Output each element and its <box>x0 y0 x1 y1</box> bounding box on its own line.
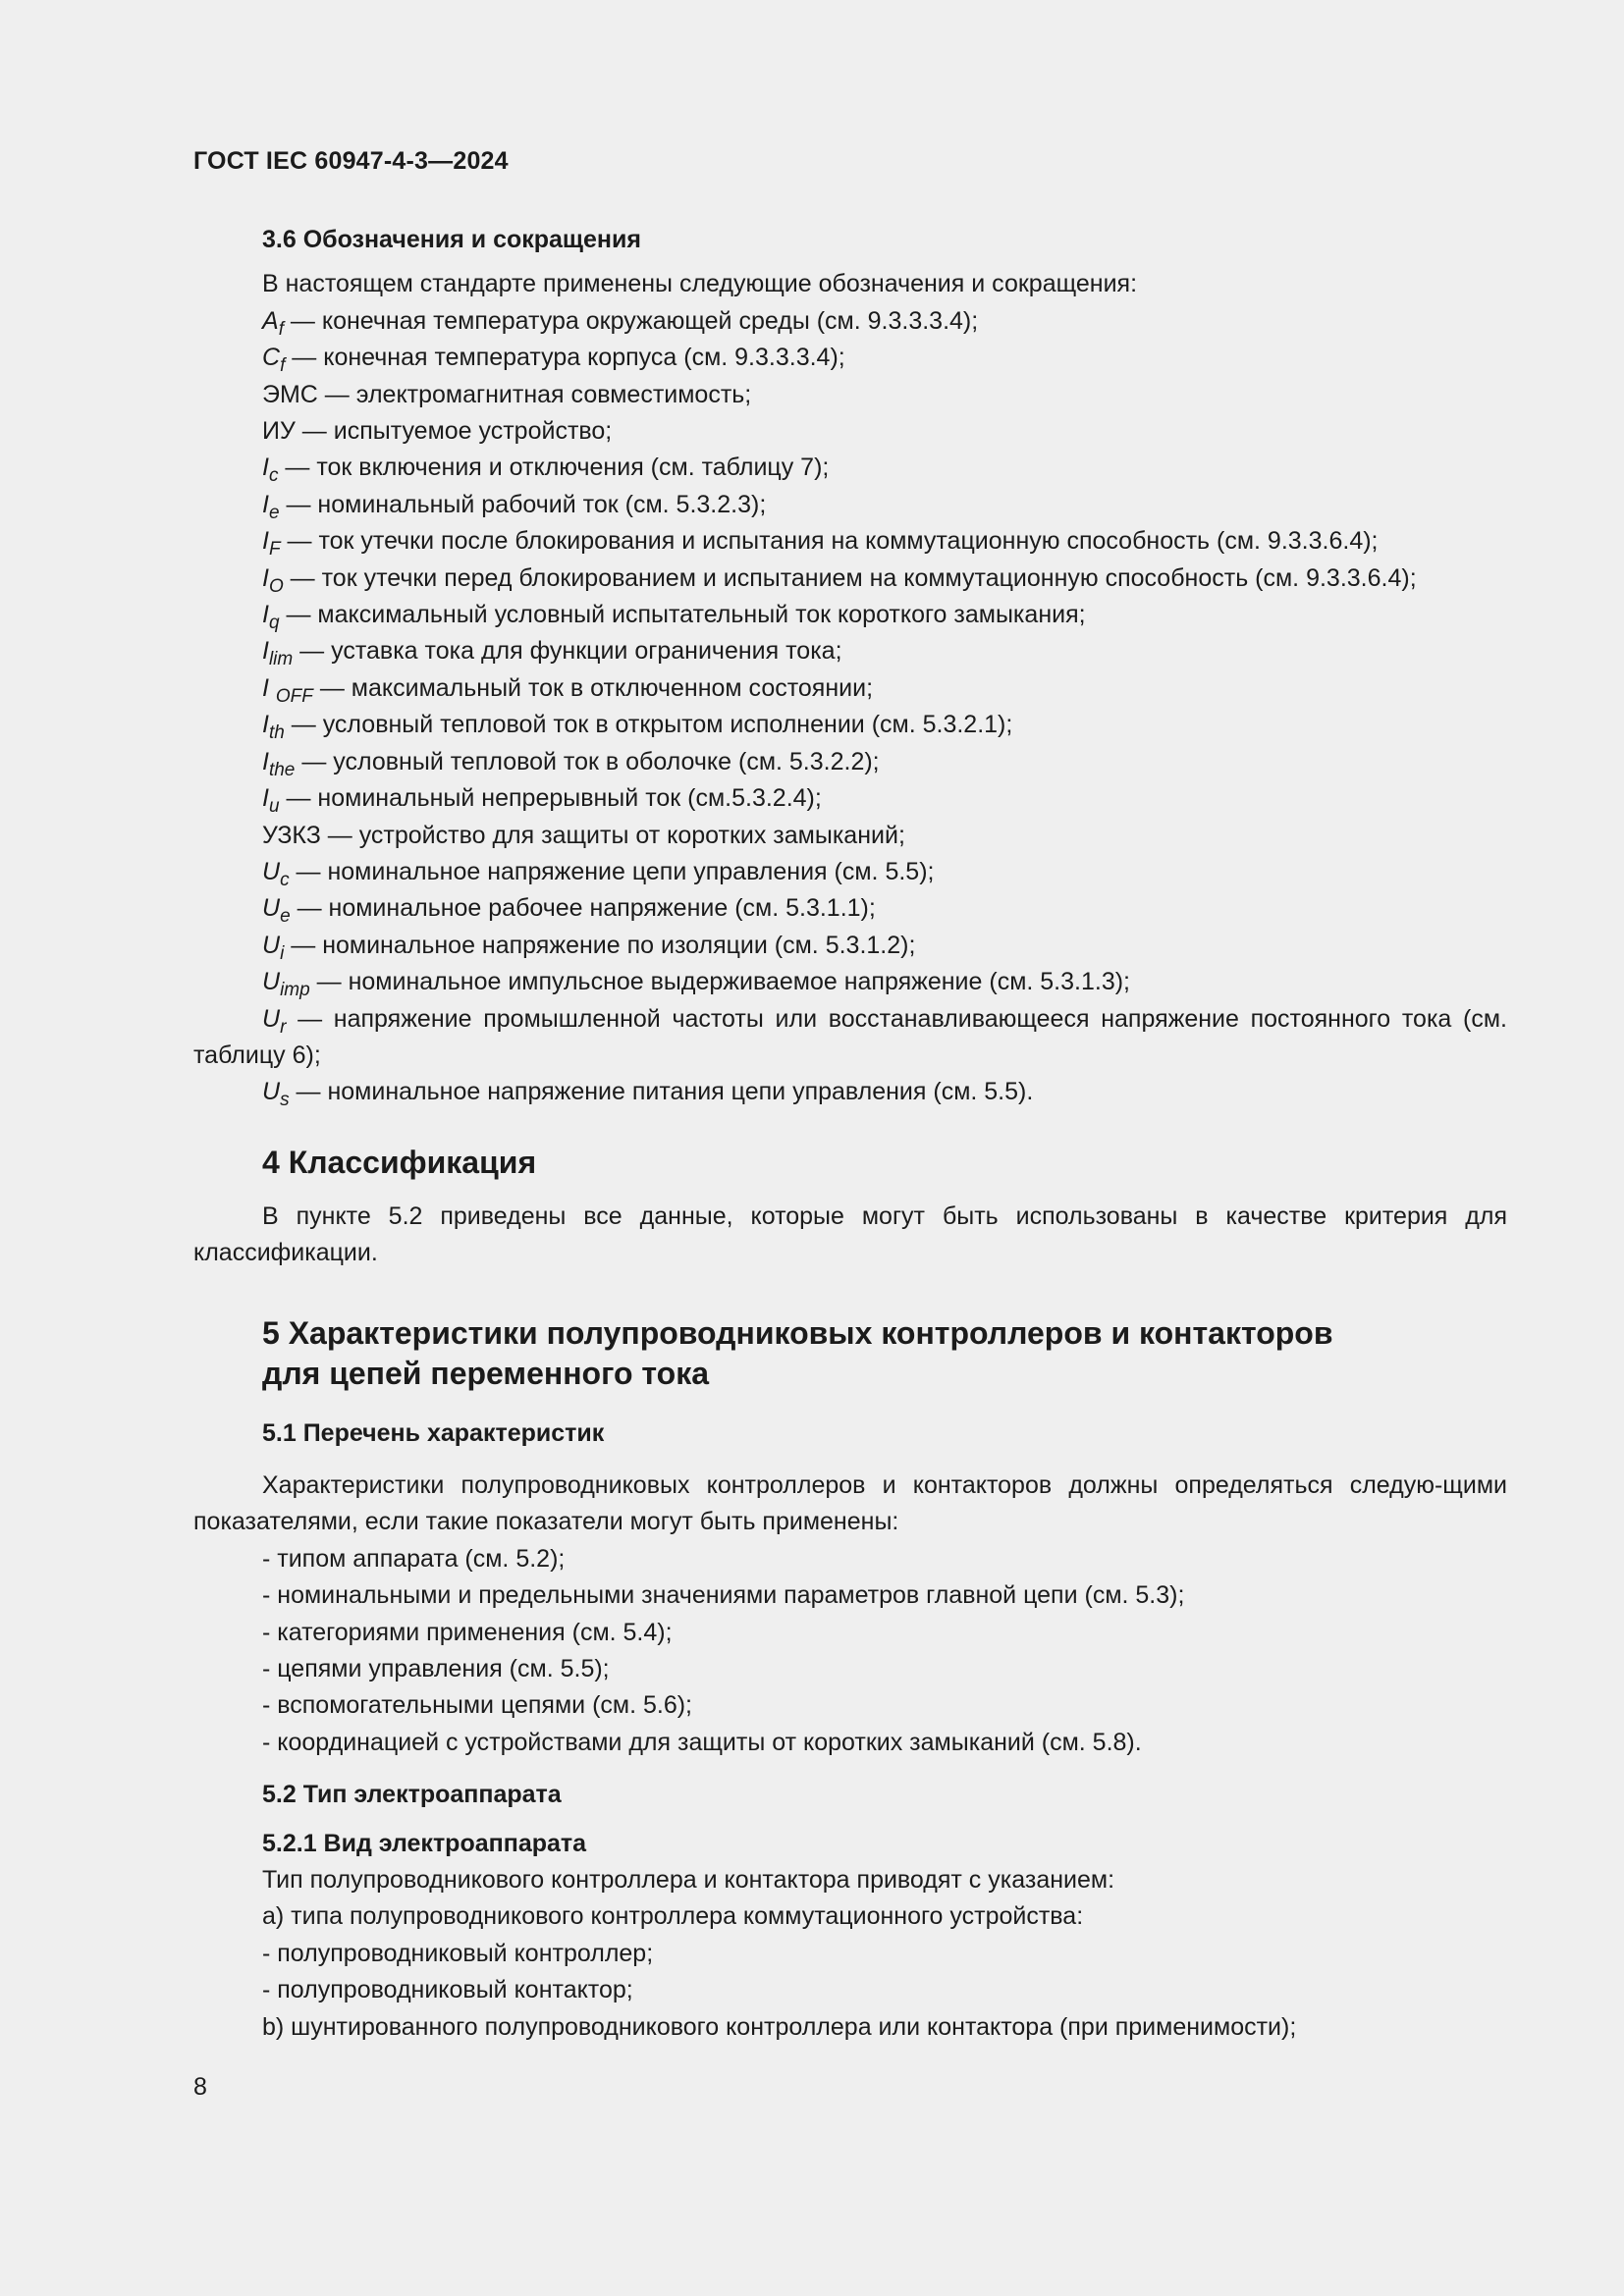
body-line: - полупроводниковый контроллер; <box>262 1939 654 1967</box>
abbreviation-item: $I_u$ — номинальный непрерывный ток (см.5.3.2.4); <box>262 784 822 818</box>
symbol: $I_u$ <box>262 784 280 818</box>
symbol: $U_e$ <box>262 894 291 928</box>
symbol: $U_{imp}$ <box>262 968 310 1001</box>
section-5-2-1-heading: 5.2.1 Вид электроаппарата <box>262 1829 587 1857</box>
list-item: - координацией с устройствами для защиты от коротких замыканий (см. 5.8). <box>262 1728 1142 1756</box>
document-header: ГОСТ IEC 60947-4-3—2024 <box>193 147 509 175</box>
abbreviation-item: $I_q$ — максимальный условный испытательный ток короткого замыкания; <box>262 601 1086 634</box>
section-5-2-1-body <box>193 1862 1507 2046</box>
abbreviation-item: $I_F$ — ток утечки после блокирования и испытания на коммутационную способность (см. 9.3.3.6.4); <box>262 527 1379 561</box>
list-item: - вспомогательными цепями (см. 5.6); <box>262 1691 693 1720</box>
symbol: $A_f$ <box>262 306 284 340</box>
body-line: Тип полупроводникового контроллера и контактора приводят с указанием: <box>262 1866 1115 1895</box>
section-5-heading <box>193 1313 1507 1394</box>
section-5-1-text: Характеристики полупроводниковых контроллеров и контакторов должны определяться следую-щими показателями, если такие показатели могут быть применены: <box>193 1470 1507 1536</box>
symbol: I $_{OFF}$ <box>262 673 313 707</box>
abbreviation-item: ЭМС — электромагнитная совместимость; <box>262 380 752 408</box>
abbreviation-item: $U_{imp}$ — номинальное импульсное выдерживаемое напряжение (см. 5.3.1.3); <box>262 968 1131 1001</box>
abbreviation-item: $U_r$ — напряжение промышленной частоты или восстанавливающееся напряжение постоянного тока (см. таблицу 6); <box>193 1004 1507 1069</box>
abbreviation-item: $I_{the}$ — условный тепловой ток в оболочке (см. 5.3.2.2); <box>262 747 880 780</box>
body-line: а) типа полупроводникового контроллера коммутационного устройства: <box>262 1902 1084 1931</box>
abbreviation-item: $A_f$ — конечная температура окружающей среды (см. 9.3.3.3.4); <box>262 306 979 340</box>
symbol: $I_{lim}$ <box>262 637 294 670</box>
body-line: b) шунтированного полупроводникового контроллера или контактора (при применимости); <box>262 2012 1297 2041</box>
list-item: - цепями управления (см. 5.5); <box>262 1655 610 1682</box>
section-5-2-heading: 5.2 Тип электроаппарата <box>262 1781 562 1809</box>
section-3-6-heading: 3.6 Обозначения и сокращения <box>262 226 641 253</box>
abbreviation-item: $U_c$ — номинальное напряжение цепи управления (см. 5.5); <box>262 857 935 890</box>
symbol: $U_c$ <box>262 857 290 890</box>
abbreviation-item: $U_s$ — номинальное напряжение питания цепи управления (см. 5.5). <box>262 1078 1034 1111</box>
abbreviation-item: $I_O$ — ток утечки перед блокированием и испытанием на коммутационную способность (см. 9.3.3.6.4); <box>262 563 1417 597</box>
section-4-heading: 4 Классификация <box>262 1144 537 1180</box>
list-item: - номинальными и предельными значениями параметров главной цепи (см. 5.3); <box>262 1581 1185 1610</box>
list-item: - типом аппарата (см. 5.2); <box>262 1544 566 1573</box>
symbol: $I_{th}$ <box>262 711 285 744</box>
section-5-heading-line2: для цепей переменного тока <box>262 1355 710 1391</box>
abbreviation-item: $C_f$ — конечная температура корпуса (см. 9.3.3.3.4); <box>262 344 845 377</box>
abbreviations-list <box>193 303 1507 1111</box>
section-5-1-heading: 5.1 Перечень характеристик <box>262 1418 605 1447</box>
abbreviation-item: $U_i$ — номинальное напряжение по изоляции (см. 5.3.1.2); <box>262 931 916 964</box>
section-3-6-intro: В настоящем стандарте применены следующие обозначения и сокращения: <box>262 270 1138 298</box>
body-line: - полупроводниковый контактор; <box>262 1976 633 2004</box>
abbreviation-item: $U_e$ — номинальное рабочее напряжение (см. 5.3.1.1); <box>262 894 876 928</box>
symbol: $U_s$ <box>262 1078 290 1111</box>
symbol: $I_q$ <box>262 601 280 634</box>
abbreviation-item: $I_c$ — ток включения и отключения (см. таблицу 7); <box>262 454 830 487</box>
symbol: $U_i$ <box>262 931 285 964</box>
list-item: - категориями применения (см. 5.4); <box>262 1618 673 1646</box>
abbreviation-item: $I_{th}$ — условный тепловой ток в открытом исполнении (см. 5.3.2.1); <box>262 711 1013 744</box>
page-content <box>193 222 1507 2046</box>
symbol: $I_{the}$ <box>262 747 296 780</box>
abbreviation-item: ИУ — испытуемое устройство; <box>262 417 613 446</box>
symbol: $I_e$ <box>262 490 280 523</box>
section-5-heading-line1: 5 Характеристики полупроводниковых контроллеров и контакторов <box>262 1314 1333 1351</box>
abbreviation-item: $I_e$ — номинальный рабочий ток (см. 5.3.2.3); <box>262 490 767 523</box>
symbol: $I_F$ <box>262 527 281 561</box>
section-4-text: В пункте 5.2 приведены все данные, которые могут быть использованы в качестве критерия для классификации. <box>193 1201 1507 1267</box>
symbol: $I_c$ <box>262 454 279 487</box>
abbreviation-item: I $_{OFF}$ — максимальный ток в отключенном состоянии; <box>262 673 874 707</box>
symbol: $I_O$ <box>262 563 284 597</box>
abbreviation-item: $I_{lim}$ — уставка тока для функции ограничения тока; <box>262 637 842 670</box>
symbol: $C_f$ <box>262 344 286 377</box>
symbol: $U_r$ <box>262 1004 287 1038</box>
page-number: 8 <box>193 2073 207 2101</box>
characteristics-list <box>193 1541 1507 1761</box>
abbreviation-item: УЗКЗ — устройство для защиты от коротких замыканий; <box>262 821 905 849</box>
